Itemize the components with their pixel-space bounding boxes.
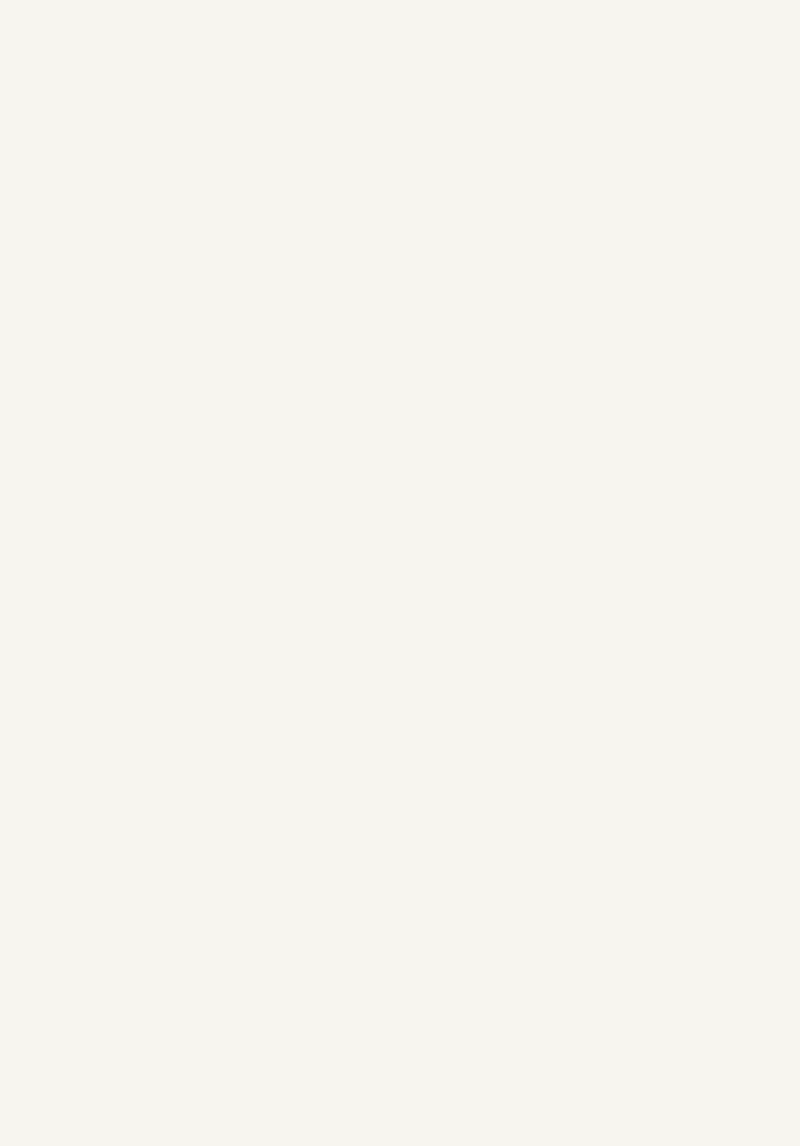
running-header bbox=[84, 54, 716, 84]
left-column bbox=[81, 92, 384, 110]
right-column bbox=[414, 92, 723, 110]
